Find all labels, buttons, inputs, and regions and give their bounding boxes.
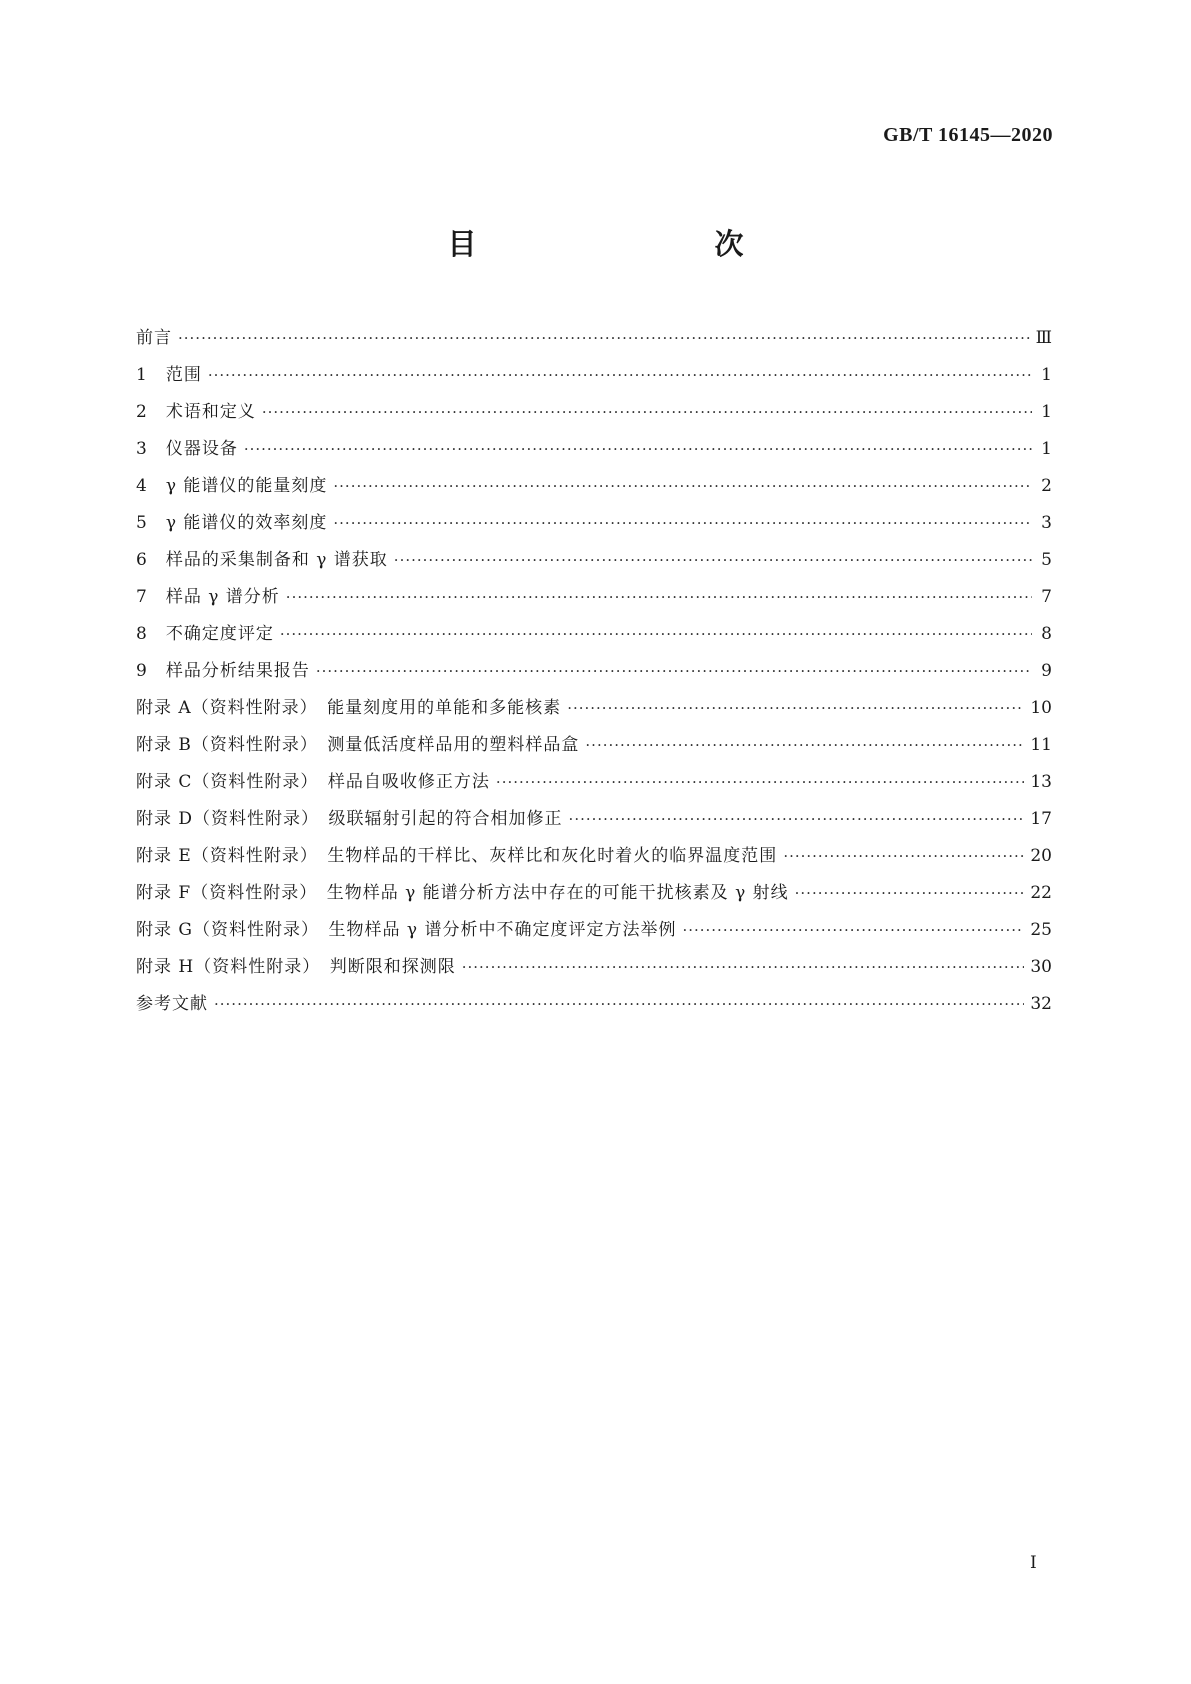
toc-entry-page: 25 [1030,920,1052,940]
toc-entry-label: 1 范围 [136,365,202,385]
toc-entry-label: 5 γ 能谱仪的效率刻度 [136,513,328,533]
toc-leader-dots [333,514,1032,532]
toc-leader-dots [244,440,1032,458]
toc-leader-dots [178,329,1030,347]
toc-entry[interactable] [136,878,1052,915]
toc-entry[interactable] [136,434,1052,471]
toc-entry-page: 1 [1041,439,1052,459]
toc-entry-label: 附录 E（资料性附录） 生物样品的干样比、灰样比和灰化时着火的临界温度范围 [136,846,778,866]
toc-entry[interactable] [136,841,1052,878]
toc-entry-page: 1 [1041,365,1052,385]
toc-entry-page: 32 [1030,994,1052,1014]
toc-entry-label: 2 术语和定义 [136,402,256,422]
toc-leader-dots [394,551,1032,569]
toc-entry[interactable] [136,471,1052,508]
toc-entry-label: 附录 G（资料性附录） 生物样品 γ 谱分析中不确定度评定方法举例 [136,920,677,940]
toc-leader-dots [208,366,1032,384]
toc-entry[interactable] [136,915,1052,952]
toc-leader-dots [333,477,1032,495]
toc-entry[interactable] [136,397,1052,434]
toc-entry[interactable] [136,952,1052,989]
toc-entry-label: 7 样品 γ 谱分析 [136,587,280,607]
toc-entry-page: 9 [1041,661,1052,681]
toc-entry[interactable] [136,656,1052,693]
toc-entry-page: 1 [1041,402,1052,422]
toc-leader-dots [316,662,1032,680]
toc-entry-label: 附录 F（资料性附录） 生物样品 γ 能谱分析方法中存在的可能干扰核素及 γ 射线 [136,883,789,903]
toc-entry-page: 3 [1041,513,1052,533]
toc-leader-dots [567,699,1024,717]
toc-entry-page: 30 [1030,957,1052,977]
toc-entry-page: 17 [1030,809,1052,829]
page-number: Ⅰ [1030,1553,1037,1573]
toc-entry-label: 9 样品分析结果报告 [136,661,310,681]
toc-entry-page: 13 [1030,772,1052,792]
toc-leader-dots [496,773,1024,791]
toc-entry-label: 附录 B（资料性附录） 测量低活度样品用的塑料样品盒 [136,735,580,755]
toc-entry-page: 8 [1041,624,1052,644]
toc-entry[interactable] [136,360,1052,397]
toc-leader-dots [262,403,1032,421]
toc-entry-label: 4 γ 能谱仪的能量刻度 [136,476,328,496]
toc-leader-dots [286,588,1032,606]
toc-leader-dots [214,995,1024,1013]
page-title: 目 次 [447,227,804,261]
toc-leader-dots [585,736,1024,754]
toc-entry[interactable] [136,619,1052,656]
toc-entry[interactable] [136,545,1052,582]
toc-entry-page: 7 [1041,587,1052,607]
toc-entry-label: 附录 D（资料性附录） 级联辐射引起的符合相加修正 [136,809,563,829]
toc-leader-dots [682,921,1024,939]
toc-entry-page: 2 [1041,476,1052,496]
toc-entry-page: 11 [1030,735,1052,755]
toc-leader-dots [795,884,1025,902]
toc-entry[interactable] [136,730,1052,767]
toc-entry[interactable] [136,989,1052,1026]
toc-leader-dots [280,625,1032,643]
toc-entry-label: 附录 H（资料性附录） 判断限和探测限 [136,957,456,977]
toc-entry-label: 附录 A（资料性附录） 能量刻度用的单能和多能核素 [136,698,562,718]
toc-entry[interactable] [136,323,1052,360]
toc-entry[interactable] [136,767,1052,804]
toc-entry[interactable] [136,804,1052,841]
toc-entry-page: 10 [1030,698,1052,718]
toc-entry-page: 5 [1041,550,1052,570]
toc-entry-label: 3 仪器设备 [136,439,238,459]
standard-code: GB/T 16145—2020 [883,124,1053,146]
toc-entry-page: Ⅲ [1035,328,1052,348]
toc-entry[interactable] [136,508,1052,545]
toc-entry-label: 参考文献 [136,994,208,1014]
table-of-contents [136,323,1052,1026]
toc-entry-page: 22 [1030,883,1052,903]
toc-entry-label: 8 不确定度评定 [136,624,274,644]
toc-entry[interactable] [136,693,1052,730]
toc-leader-dots [569,810,1025,828]
toc-leader-dots [783,847,1024,865]
toc-entry-label: 6 样品的采集制备和 γ 谱获取 [136,550,388,570]
toc-entry-label: 附录 C（资料性附录） 样品自吸收修正方法 [136,772,490,792]
toc-entry-page: 20 [1030,846,1052,866]
toc-entry-label: 前言 [136,328,172,348]
toc-leader-dots [462,958,1025,976]
toc-entry[interactable] [136,582,1052,619]
